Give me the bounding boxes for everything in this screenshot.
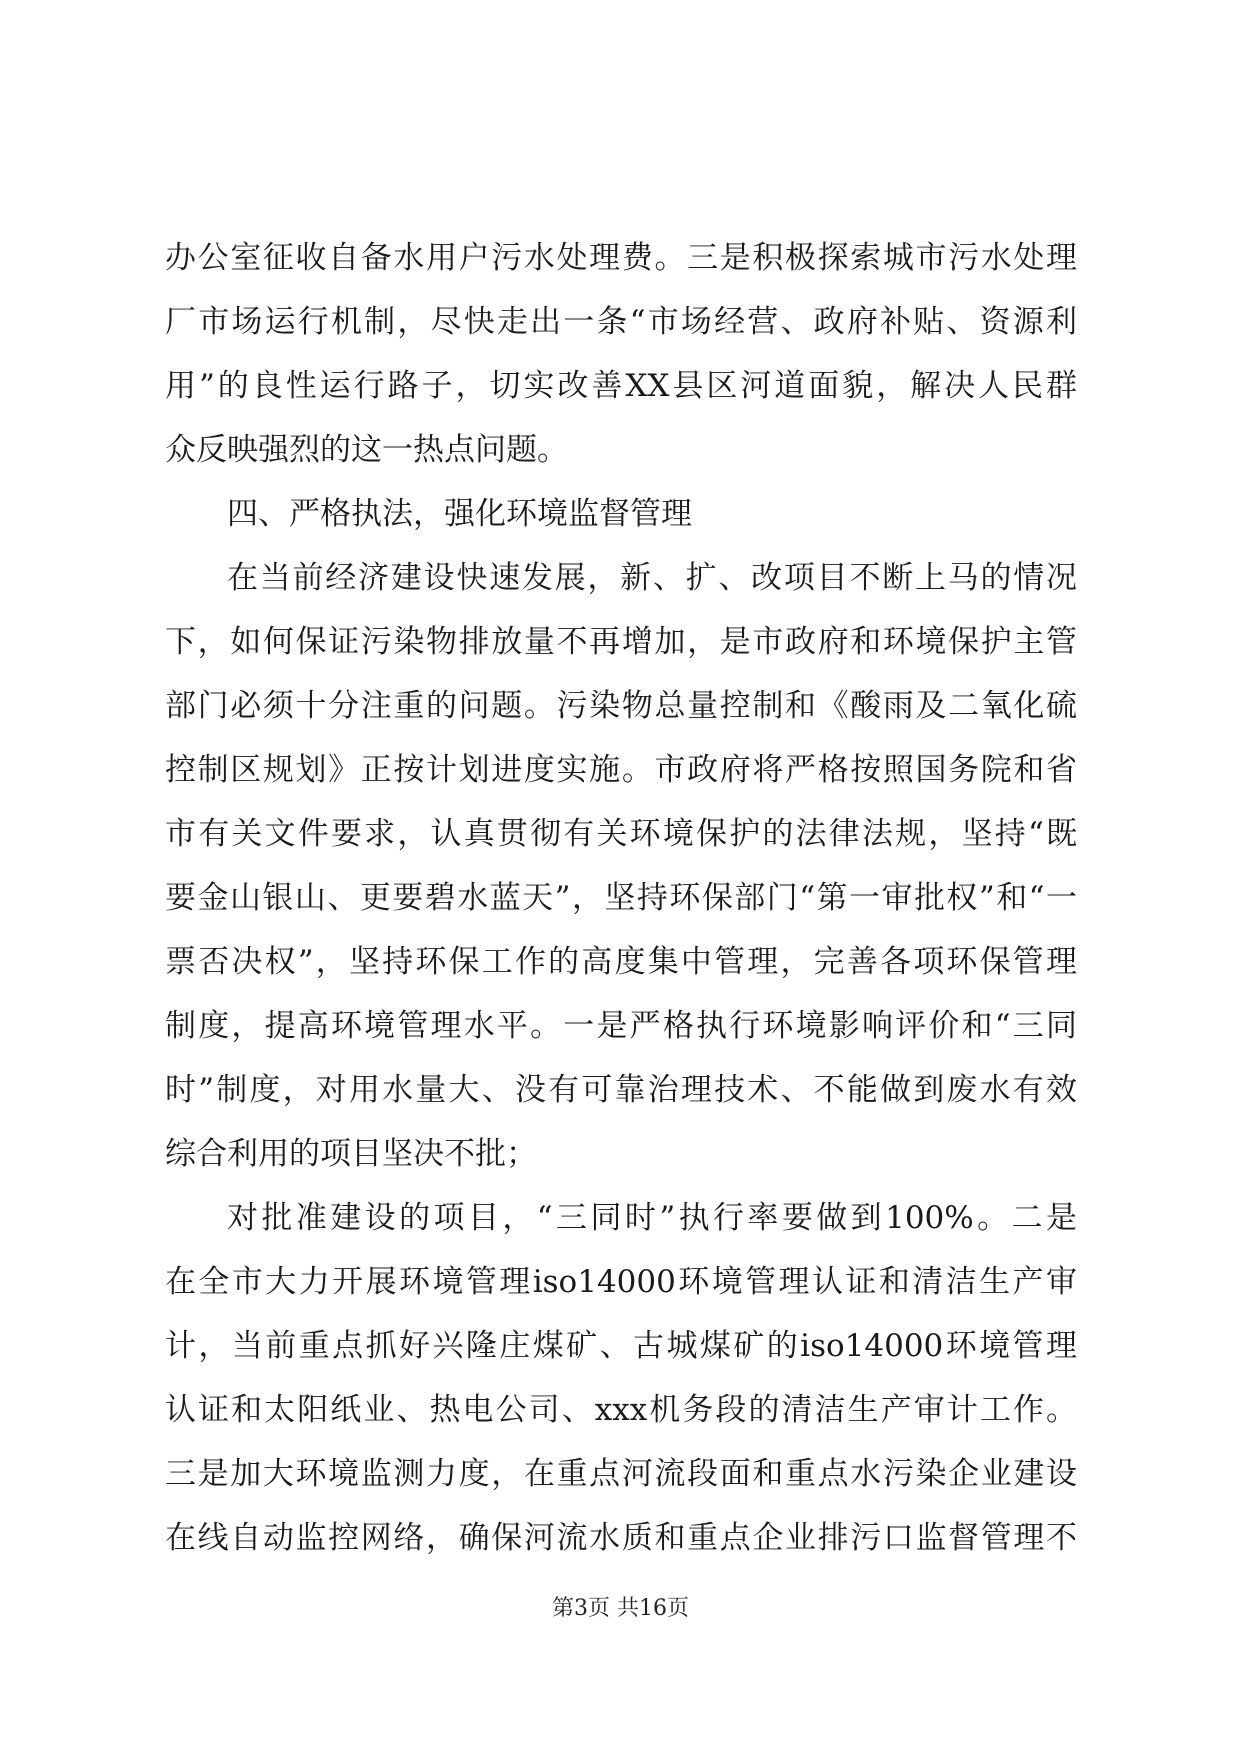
text-line: 下，如何保证污染物排放量不再增加，是市政府和环境保护主管 — [165, 624, 1077, 660]
text-line: 制度，提高环境管理水平。一是严格执行环境影响评价和“三同 — [165, 1008, 1077, 1044]
text-line: 办公室征收自备水用户污水处理费。三是积极探索城市污水处理 — [165, 240, 1077, 276]
text-line: 票否决权”，坚持环保工作的高度集中管理，完善各项环保管理 — [165, 944, 1077, 980]
text-line: 在全市大力开展环境管理iso14000环境管理认证和清洁生产审 — [165, 1264, 1077, 1300]
text-line: 控制区规划》正按计划进度实施。市政府将严格按照国务院和省 — [165, 752, 1077, 788]
page-footer: 第3页 共16页 — [552, 1596, 689, 1621]
body-text — [165, 226, 1077, 1570]
text-line: 认证和太阳纸业、热电公司、xxx机务段的清洁生产审计工作。 — [165, 1392, 1077, 1428]
text-line: 厂市场运行机制，尽快走出一条“市场经营、政府补贴、资源利 — [165, 304, 1077, 340]
text-line: 计，当前重点抓好兴隆庄煤矿、古城煤矿的iso14000环境管理 — [165, 1328, 1077, 1364]
text-line: 众反映强烈的这一热点问题。 — [165, 432, 568, 468]
text-line: 要金山银山、更要碧水蓝天”，坚持环保部门“第一审批权”和“一 — [165, 880, 1077, 916]
text-line: 部门必须十分注重的问题。污染物总量控制和《酸雨及二氧化硫 — [165, 688, 1077, 724]
text-line: 综合利用的项目坚决不批； — [165, 1136, 537, 1172]
text-line: 在线自动监控网络，确保河流水质和重点企业排污口监督管理不 — [165, 1520, 1077, 1556]
text-line: 对批准建设的项目，“三同时”执行率要做到100%。二是 — [227, 1200, 1077, 1236]
text-line: 四、严格执法，强化环境监督管理 — [227, 496, 692, 532]
text-line: 市有关文件要求，认真贯彻有关环境保护的法律法规，坚持“既 — [165, 816, 1077, 852]
text-line: 三是加大环境监测力度，在重点河流段面和重点水污染企业建设 — [165, 1456, 1077, 1492]
text-line: 在当前经济建设快速发展，新、扩、改项目不断上马的情况 — [227, 560, 1077, 596]
text-line: 时”制度，对用水量大、没有可靠治理技术、不能做到废水有效 — [165, 1072, 1077, 1108]
text-line: 用”的良性运行路子，切实改善XX县区河道面貌，解决人民群 — [165, 368, 1077, 404]
